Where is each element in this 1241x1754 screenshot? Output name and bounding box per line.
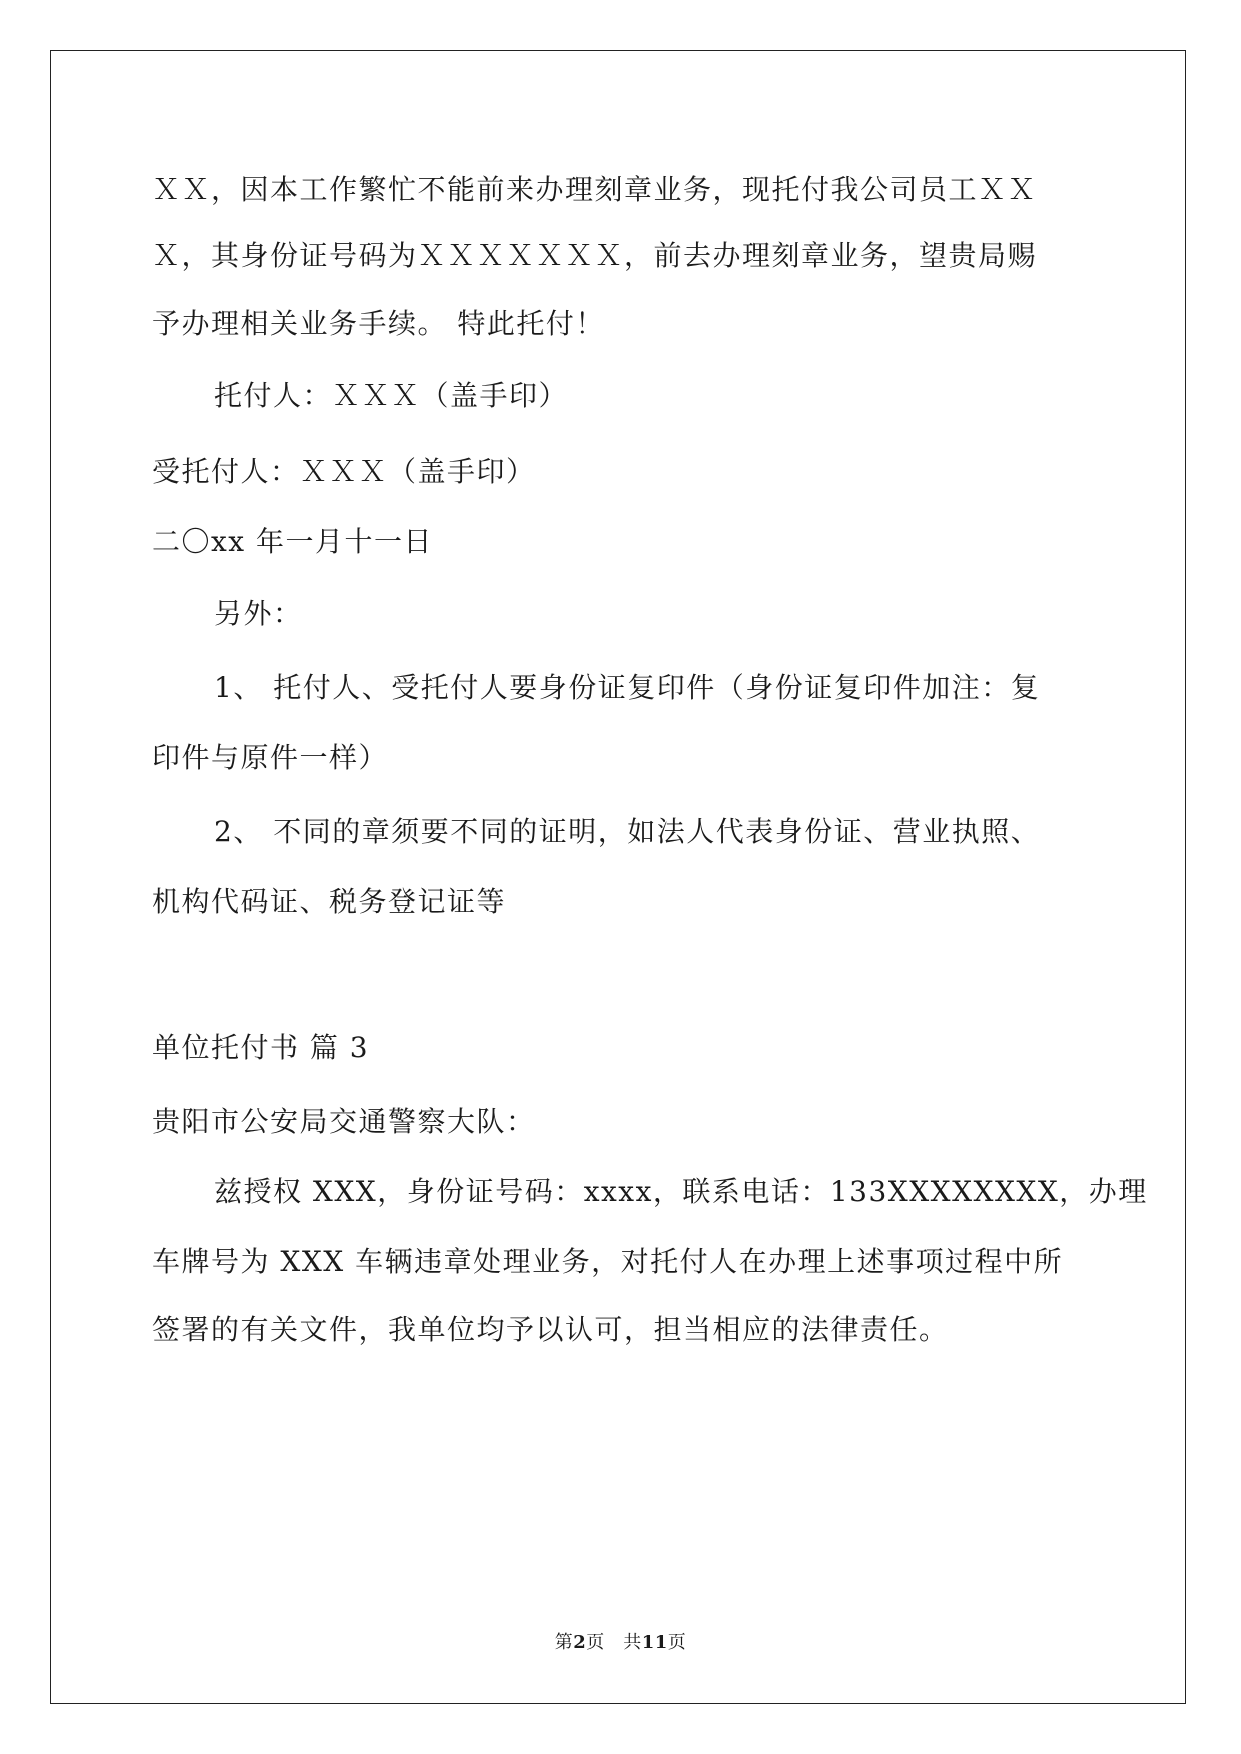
addressee-line: 贵阳市公安局交通警察大队： <box>152 1105 536 1138</box>
note-item-1: 1、 托付人、受托付人要身份证复印件（身份证复印件加注：复 <box>214 671 1041 704</box>
page-border <box>50 50 1186 1704</box>
trustee-line: 受托付人：ＸＸＸ（盖手印） <box>152 455 536 488</box>
footer-total-pages: 11 <box>641 1632 668 1653</box>
section-title: 单位托付书 篇 3 <box>152 1031 370 1064</box>
note-item-1-continued: 印件与原件一样） <box>152 741 389 774</box>
authorization-line-continued: 车牌号为 XXX 车辆违章处理业务，对托付人在办理上述事项过程中所 <box>152 1245 1064 1278</box>
notes-heading: 另外： <box>214 597 303 630</box>
paragraph-line: Ｘ，其身份证号码为ＸＸＸＸＸＸＸ，前去办理刻章业务，望贵局赐 <box>152 239 1038 272</box>
authorization-line: 兹授权 XXX，身份证号码：xxxx，联系电话：133XXXXXXXX，办理 <box>214 1175 1148 1208</box>
note-item-2-continued: 机构代码证、税务登记证等 <box>152 885 507 918</box>
paragraph-line: ＸＸ，因本工作繁忙不能前来办理刻章业务，现托付我公司员工ＸＸ <box>152 173 1038 206</box>
footer-prefix: 第 <box>554 1632 574 1653</box>
page-footer <box>0 1628 1241 1654</box>
paragraph-line: 予办理相关业务手续。 特此托付！ <box>152 307 605 340</box>
date-line: 二〇xx 年一月十一日 <box>152 525 433 558</box>
footer-suffix: 页 <box>667 1632 687 1653</box>
footer-mid: 页 共 <box>586 1632 642 1653</box>
note-item-2: 2、 不同的章须要不同的证明，如法人代表身份证、营业执照、 <box>214 815 1041 848</box>
authorization-line-final: 签署的有关文件，我单位均予以认可，担当相应的法律责任。 <box>152 1313 949 1346</box>
entrustor-line: 托付人：ＸＸＸ（盖手印） <box>214 379 569 412</box>
footer-page-number: 2 <box>573 1632 587 1653</box>
